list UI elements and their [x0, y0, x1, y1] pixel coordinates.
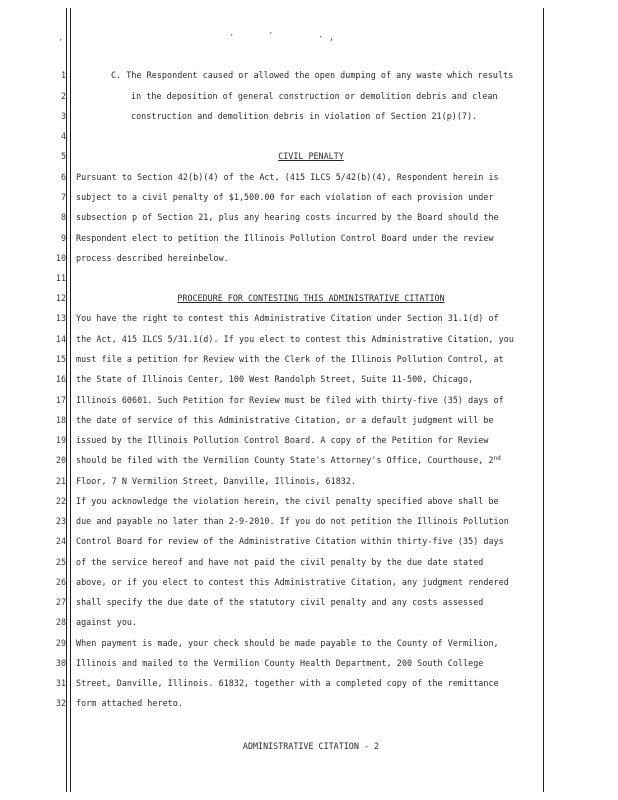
- line-number: 9: [60, 233, 66, 243]
- procedure-line: the date of service of this Administrative Citation, or a default judgment will be: [76, 415, 494, 425]
- payment-line: of the service hereof and have not paid the civil penalty by the due date stated: [76, 557, 484, 567]
- line-number: 14: [55, 334, 66, 344]
- remittance-line: When payment is made, your check should be made payable to the County of Vermilion,: [76, 638, 499, 648]
- line-number: 13: [55, 313, 66, 323]
- line-number: 7: [60, 192, 66, 202]
- line-number: 11: [55, 273, 66, 283]
- line-number: 10: [55, 253, 66, 263]
- line-number: 3: [60, 111, 66, 121]
- procedure-line: Illinois 60601. Such Petition for Review must be filed with thirty-five (35) days of: [76, 395, 504, 405]
- procedure-line: Floor, 7 N Vermilion Street, Danville, Illinois, 61832.: [76, 476, 357, 486]
- scan-speck: ·: [268, 29, 274, 39]
- procedure-heading: PROCEDURE FOR CONTESTING THIS ADMINISTRATIVE CITATION: [177, 293, 445, 303]
- payment-line: shall specify the due date of the statutory civil penalty and any costs assessed: [76, 597, 484, 607]
- page-footer: ADMINISTRATIVE CITATION - 2: [242, 741, 380, 751]
- procedure-line: You have the right to contest this Administrative Citation under Section 31.1(d) of: [76, 313, 499, 323]
- ordinal-superscript: nd: [493, 455, 501, 462]
- civil-penalty-line: subject to a civil penalty of $1,500.00 for each violation of each provision under: [76, 192, 494, 202]
- line-number: 21: [55, 476, 66, 486]
- procedure-line: [76, 454, 501, 466]
- item-c-line: in the deposition of general construction or demolition debris and clean: [131, 91, 498, 101]
- civil-penalty-heading: CIVIL PENALTY: [278, 151, 344, 161]
- line-number: 12: [55, 293, 66, 303]
- line-number: 6: [60, 172, 66, 182]
- payment-line: If you acknowledge the violation herein, the civil penalty specified above shall be: [76, 496, 499, 506]
- civil-penalty-line: Respondent elect to petition the Illinois Pollution Control Board under the review: [76, 233, 494, 243]
- right-margin-rule: [543, 8, 544, 792]
- line-number: 32: [55, 698, 66, 708]
- left-margin-rule-inner: [70, 8, 71, 792]
- payment-line: due and payable no later than 2-9-2010. If you do not petition the Illinois Pollution: [76, 516, 509, 526]
- remittance-line: Illinois and mailed to the Vermilion County Health Department, 200 South College: [76, 658, 484, 668]
- remittance-line: form attached hereto.: [76, 698, 183, 708]
- line-number: 24: [55, 536, 66, 546]
- line-number: 31: [55, 678, 66, 688]
- line-number: 4: [60, 131, 66, 141]
- line-number: 17: [55, 395, 66, 405]
- line-number: 22: [55, 496, 66, 506]
- line-number: 5: [60, 151, 66, 161]
- line-number: 16: [55, 374, 66, 384]
- civil-penalty-line: Pursuant to Section 42(b)(4) of the Act, (415 ILCS 5/42(b)(4), Respondent herein is: [76, 172, 499, 182]
- item-c-line: construction and demolition debris in violation of Section 21(p)(7).: [131, 111, 478, 121]
- left-margin-rule-outer: [66, 8, 67, 792]
- civil-penalty-line: process described hereinbelow.: [76, 253, 229, 263]
- line-number: 30: [55, 658, 66, 668]
- procedure-line: issued by the Illinois Pollution Control Board. A copy of the Petition for Review: [76, 435, 489, 445]
- procedure-line: the State of Illinois Center, 100 West Randolph Street, Suite 11-500, Chicago,: [76, 374, 474, 384]
- line-number: 2: [60, 91, 66, 101]
- line-number: 25: [55, 557, 66, 567]
- line-number: 1: [60, 70, 66, 80]
- payment-line: against you.: [76, 617, 138, 627]
- line-number: 28: [55, 617, 66, 627]
- procedure-line: must file a petition for Review with the Clerk of the Illinois Pollution Control, at: [76, 354, 504, 364]
- payment-line: Control Board for review of the Administrative Citation within thirty-five (35) days: [76, 536, 504, 546]
- line-number: 20: [55, 455, 66, 465]
- line-number: 18: [55, 415, 66, 425]
- scan-speck: ·: [58, 36, 64, 46]
- scan-speck: ·: [229, 31, 235, 41]
- payment-line: above, or if you elect to contest this Administrative Citation, any judgment rendered: [76, 577, 509, 587]
- line-number: 29: [55, 638, 66, 648]
- civil-penalty-line: subsection p of Section 21, plus any hearing costs incurred by the Board should the: [76, 212, 499, 222]
- procedure-line-text: should be filed with the Vermilion County State's Attorney's Office, Courthouse, 2: [76, 455, 494, 465]
- remittance-line: Street, Danville, Illinois. 61832, together with a completed copy of the remittance: [76, 678, 499, 688]
- line-number: 26: [55, 577, 66, 587]
- line-number: 19: [55, 435, 66, 445]
- procedure-line: the Act, 415 ILCS 5/31.1(d). If you elect to contest this Administrative Citation, you: [76, 334, 514, 344]
- line-number: 8: [60, 212, 66, 222]
- line-number: 23: [55, 516, 66, 526]
- line-number: 27: [55, 597, 66, 607]
- scan-speck: · ,: [318, 33, 335, 43]
- line-number: 15: [55, 354, 66, 364]
- item-c-line: C. The Respondent caused or allowed the open dumping of any waste which results: [111, 70, 514, 80]
